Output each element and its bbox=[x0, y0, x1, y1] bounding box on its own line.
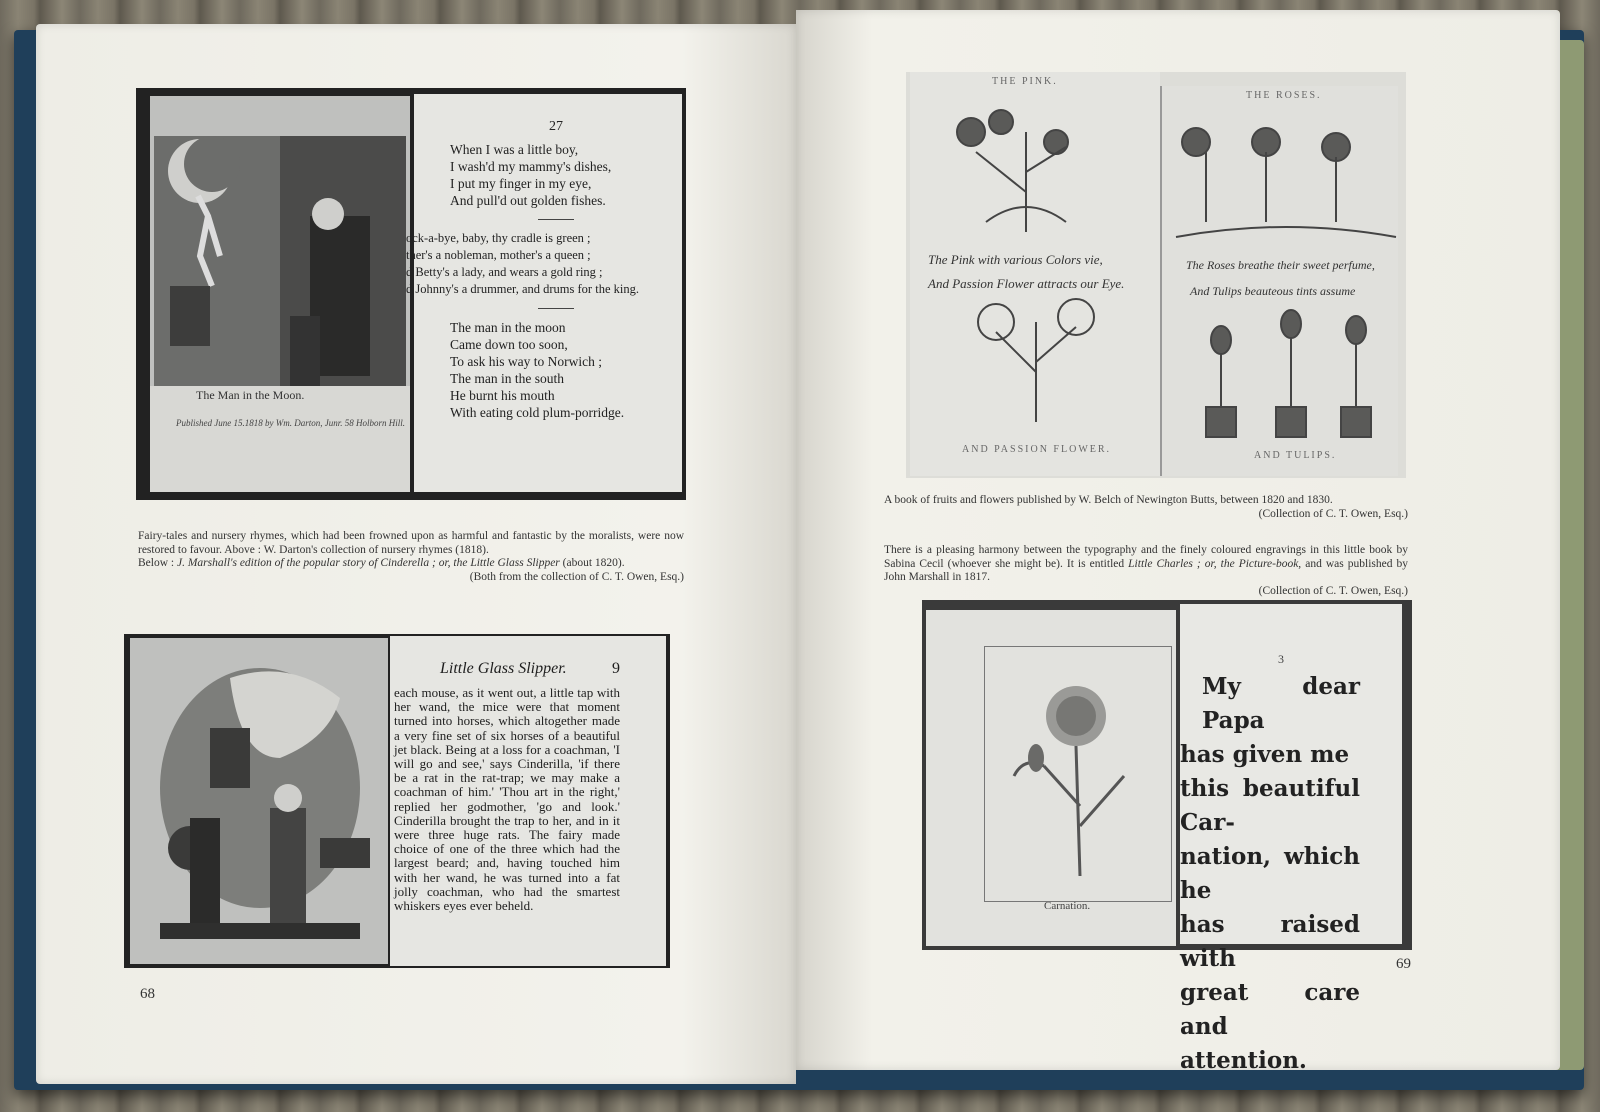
caption-text-b: and was published by John Marshall in 1817. bbox=[884, 557, 1409, 583]
right-page bbox=[796, 10, 1560, 1074]
text-line: great care and bbox=[1180, 979, 1360, 1040]
right-caption-top bbox=[884, 494, 1408, 521]
page-number: 27 bbox=[549, 119, 563, 134]
caption-credit: (Both from the collection of C. T. Owen, Esq.) bbox=[469, 570, 684, 583]
text-line: has raised with bbox=[1180, 911, 1360, 972]
caption-below-date: (about 1820). bbox=[562, 557, 625, 569]
verse-line: He burnt his mouth bbox=[450, 388, 555, 403]
verse-line: I wash'd my mammy's dishes, bbox=[450, 159, 612, 174]
illustration-title: The Man in the Moon. bbox=[196, 388, 305, 402]
verse-line: d Betty's a lady, and wears a gold ring ; bbox=[406, 265, 603, 279]
page-number-left: 68 bbox=[140, 986, 155, 1002]
illustration-leaf bbox=[130, 638, 388, 964]
text-line: attention. bbox=[1180, 1047, 1307, 1074]
verse-line: ock-a-bye, baby, thy cradle is green ; bbox=[406, 231, 591, 245]
man-in-moon-illustration bbox=[150, 96, 410, 492]
page-number: 9 bbox=[612, 660, 620, 677]
text-line: this beautiful Car- bbox=[1180, 775, 1360, 836]
divider bbox=[538, 219, 574, 220]
text-line: My dear Papa bbox=[1202, 673, 1360, 734]
roses-verse-2: And Tulips beauteous tints assume bbox=[1190, 284, 1356, 298]
verse-line: To ask his way to Norwich ; bbox=[450, 354, 603, 369]
verse-2 bbox=[406, 230, 676, 298]
carnation-text bbox=[1180, 670, 1360, 1078]
caption-below-title: J. Marshall's edition of the popular story of Cinderella ; or, the Little Glass Slipper bbox=[176, 557, 560, 569]
imprint-line: Published June 15.1818 by Wm. Darton, Junr. 58 Holborn Hill. bbox=[176, 418, 405, 428]
carnation-engraving bbox=[984, 646, 1170, 900]
verse-line: d Johnny's a drummer, and drums for the king. bbox=[406, 282, 639, 296]
running-head: Little Glass Slipper. bbox=[440, 660, 567, 677]
cinderella-photo bbox=[124, 634, 670, 968]
verse-line: ther's a nobleman, mother's a queen ; bbox=[406, 248, 591, 262]
cinderella-illustration bbox=[130, 638, 388, 964]
divider bbox=[538, 308, 574, 309]
nursery-rhymes-photo bbox=[136, 88, 686, 500]
left-caption bbox=[138, 530, 684, 584]
caption-text: Fairy-tales and nursery rhymes, which had been frowned upon as harmful and fantastic by the moralists, were now restored to favour. Above : W. Darton's collection of nursery rhymes (1818). bbox=[138, 530, 684, 556]
verse-line: And pull'd out golden fishes. bbox=[450, 193, 606, 208]
caption-credit: (Collection of C. T. Owen, Esq.) bbox=[1258, 584, 1408, 597]
caption-text-a: There is a pleasing harmony between the typography and the finely coloured engravings in this little book by Sabina Cecil (whoever she might be). It is entitled bbox=[884, 544, 1408, 570]
verse-line: The man in the south bbox=[450, 371, 564, 386]
nursery-text bbox=[406, 118, 676, 421]
roses-title: THE ROSES. bbox=[1246, 90, 1322, 101]
verse-line: Came down too soon, bbox=[450, 337, 568, 352]
caption-credit: (Collection of C. T. Owen, Esq.) bbox=[1258, 507, 1408, 520]
flowers-photo bbox=[906, 72, 1406, 478]
pink-verse-1: The Pink with various Colors vie, bbox=[928, 252, 1103, 267]
plate-label: Carnation. bbox=[1044, 900, 1091, 912]
page-number-right: 69 bbox=[1396, 956, 1411, 972]
left-page bbox=[36, 24, 796, 1084]
pink-verse-2: And Passion Flower attracts our Eye. bbox=[928, 276, 1125, 291]
flower-engravings bbox=[906, 72, 1406, 478]
text-line: nation, which he bbox=[1180, 843, 1360, 904]
caption-below-lead: Below : bbox=[138, 557, 175, 569]
illustration-leaf bbox=[150, 96, 410, 492]
pink-title: THE PINK. bbox=[992, 76, 1058, 87]
verse-3 bbox=[436, 319, 676, 421]
verse-1 bbox=[436, 141, 676, 209]
caption-text: A book of fruits and flowers published by W. Belch of Newington Butts, between 1820 and 1830. bbox=[884, 494, 1333, 506]
caption-italic-title: Little Charles ; or, the Picture-book, bbox=[1128, 557, 1302, 570]
cinderella-text: each mouse, as it went out, a little tap with her wand, the mice were that moment turned into horses, which altogether made a very fine set of six horses of a beautiful jet black. Being at a loss for a coachman, 'I will go and see,' says Cinderilla, 'if there be a rat in the rat-trap; we may make a coachman of him.' 'Thou art in the right,' replied her godmother, 'go and look.' Cinderilla brought the trap to her, and in it were three huge rats. The fairy made choice of one of the three which had the largest beard; and, having touched him with her wand, he was turned into a fat jolly coachman, who had the smartest whiskers eyes ever beheld. bbox=[394, 685, 620, 914]
page-number: 3 bbox=[1278, 652, 1284, 666]
right-caption-mid bbox=[884, 544, 1408, 598]
verse-line: When I was a little boy, bbox=[450, 142, 579, 157]
roses-footer: AND TULIPS. bbox=[1254, 450, 1337, 461]
verse-line: I put my finger in my eye, bbox=[450, 176, 592, 191]
pink-footer: AND PASSION FLOWER. bbox=[962, 444, 1112, 455]
roses-verse-1: The Roses breathe their sweet perfume, bbox=[1186, 258, 1375, 272]
verse-line: The man in the moon bbox=[450, 320, 566, 335]
text-line: has given me bbox=[1180, 741, 1350, 768]
verse-line: With eating cold plum-porridge. bbox=[450, 405, 625, 420]
